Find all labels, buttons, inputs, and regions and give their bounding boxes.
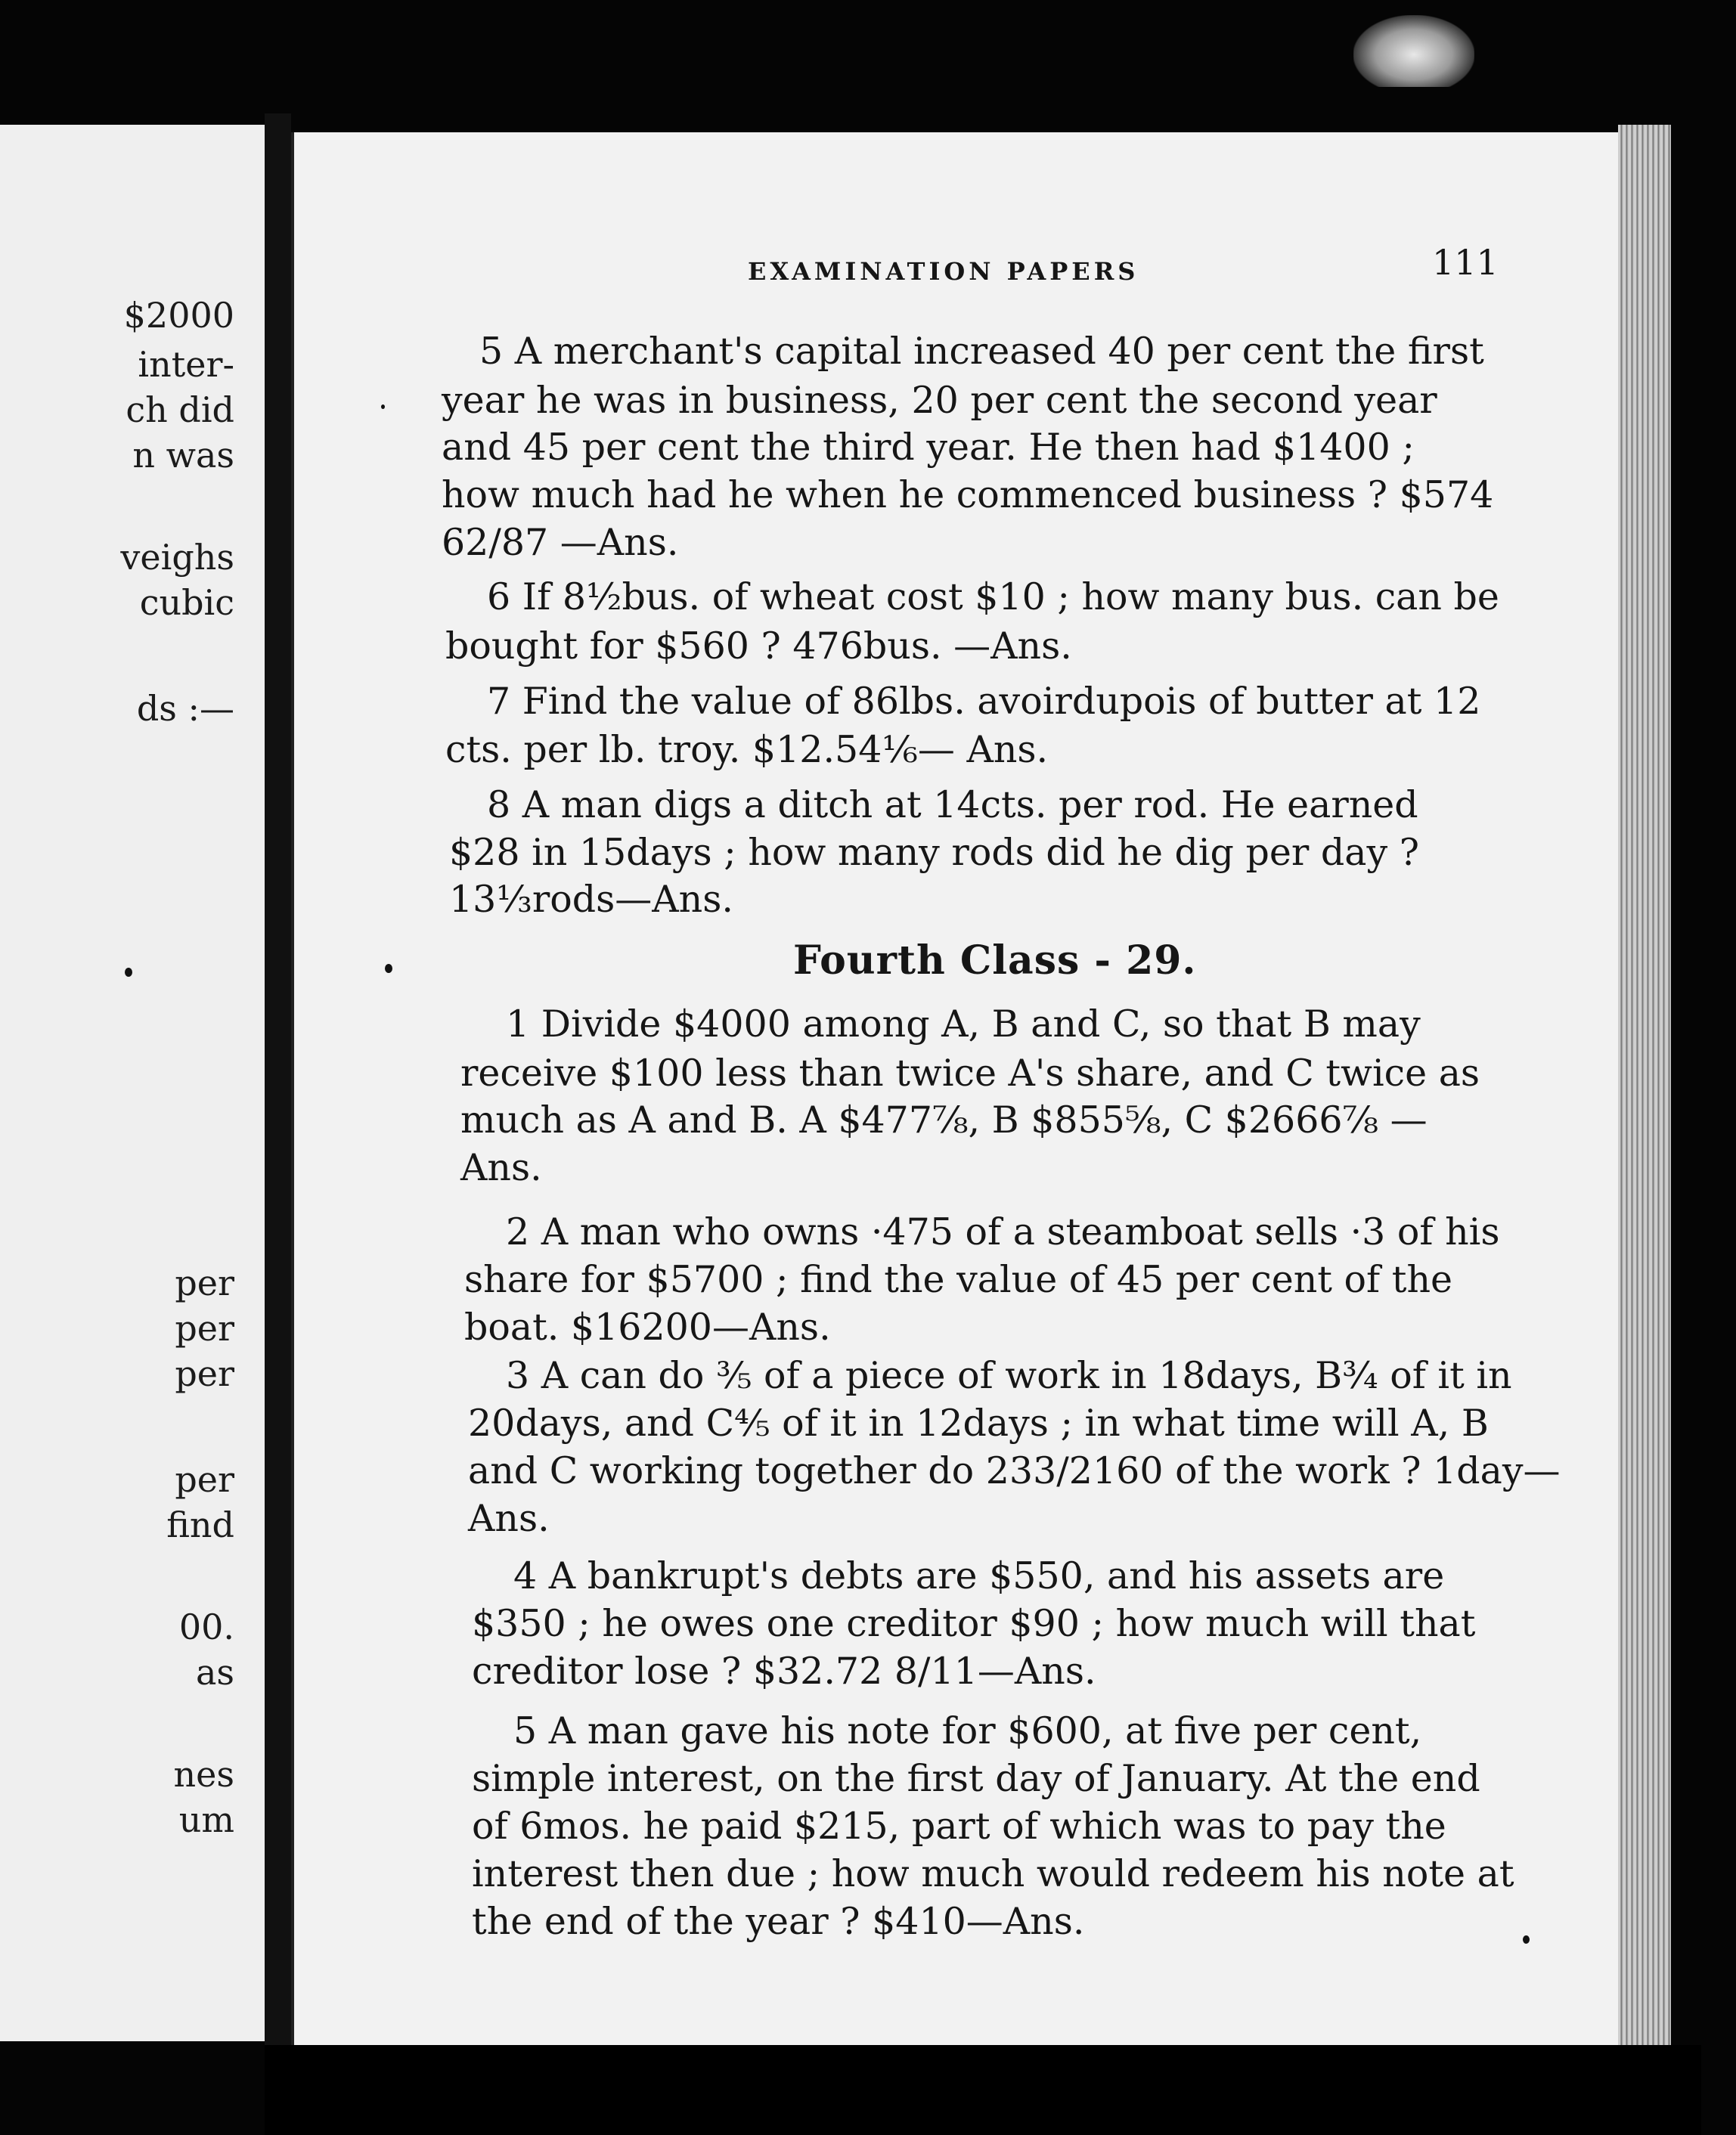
text-line: 6 If 8½bus. of wheat cost $10 ; how many bus. can be <box>487 575 1499 618</box>
left-fragment: $2000 <box>123 295 234 336</box>
text-line: 3 A can do ⅗ of a piece of work in 18days, B¾ of it in <box>506 1354 1512 1397</box>
left-fragment: ds :— <box>136 688 234 729</box>
left-fragment: per <box>175 1459 234 1500</box>
ink-speck <box>381 404 385 409</box>
right-page <box>291 132 1651 2053</box>
left-fragment: 00. <box>178 1607 234 1647</box>
text-line: Ans. <box>468 1497 550 1540</box>
text-line: how much had he when he commenced business ? $574 <box>442 473 1494 516</box>
left-fragment: n was <box>132 435 234 476</box>
text-line: simple interest, on the first day of January. At the end <box>472 1757 1480 1800</box>
left-fragment: inter- <box>138 344 234 385</box>
photo-artifact <box>1353 15 1474 87</box>
book-gutter <box>265 113 291 2049</box>
left-fragment: per <box>175 1308 234 1349</box>
left-fragment: veighs <box>120 537 234 578</box>
left-fragment: find <box>166 1504 234 1545</box>
text-line: 20days, and C⅘ of it in 12days ; in what time will A, B <box>468 1402 1489 1445</box>
text-line: and C working together do 233/2160 of the work ? 1day— <box>468 1449 1561 1492</box>
text-line: 7 Find the value of 86lbs. avoirdupois of butter at 12 <box>487 680 1481 723</box>
text-line: creditor lose ? $32.72 8/11—Ans. <box>472 1650 1096 1693</box>
left-fragment: per <box>175 1263 234 1303</box>
text-line: Ans. <box>460 1146 542 1189</box>
text-line: 2 A man who owns ·475 of a steamboat sells ·3 of his <box>506 1210 1500 1253</box>
text-line: 8 A man digs a ditch at 14cts. per rod. He earned <box>487 783 1418 826</box>
running-head: EXAMINATION PAPERS <box>748 257 1139 286</box>
text-line: $350 ; he owes one creditor $90 ; how much will that <box>472 1602 1476 1645</box>
ink-speck <box>125 968 132 977</box>
bottom-shadow <box>265 2045 1701 2135</box>
ink-speck <box>385 964 392 973</box>
text-line: cts. per lb. troy. $12.54⅙— Ans. <box>445 728 1049 771</box>
text-line: $28 in 15days ; how many rods did he dig per day ? <box>449 831 1419 874</box>
text-line: 5 A man gave his note for $600, at five per cent, <box>513 1709 1422 1752</box>
page-text <box>294 132 1651 2053</box>
text-line: 5 A merchant's capital increased 40 per cent the first <box>479 330 1484 373</box>
page-number: 111 <box>1432 242 1499 283</box>
left-fragment: um <box>178 1799 234 1840</box>
left-fragment: per <box>175 1353 234 1394</box>
text-line: receive $100 less than twice A's share, and C twice as <box>460 1052 1480 1095</box>
ink-speck <box>1523 1935 1530 1944</box>
text-line: 4 A bankrupt's debts are $550, and his assets are <box>513 1554 1445 1597</box>
text-line: year he was in business, 20 per cent the second year <box>442 379 1437 422</box>
text-line: the end of the year ? $410—Ans. <box>472 1900 1085 1943</box>
text-line: boat. $16200—Ans. <box>464 1306 831 1349</box>
left-fragment: as <box>195 1652 234 1693</box>
text-line: of 6mos. he paid $215, part of which was to pay the <box>472 1805 1446 1848</box>
left-fragment: nes <box>173 1754 234 1795</box>
left-fragment: ch did <box>126 389 234 430</box>
left-page <box>0 125 272 2041</box>
section-heading: Fourth Class - 29. <box>793 937 1197 984</box>
text-line: 62/87 —Ans. <box>442 521 679 564</box>
left-fragment: cubic <box>139 582 234 623</box>
text-line: 13⅓rods—Ans. <box>449 878 733 921</box>
text-line: 1 Divide $4000 among A, B and C, so that B may <box>506 1002 1421 1046</box>
text-line: bought for $560 ? 476bus. —Ans. <box>445 624 1072 668</box>
text-line: interest then due ; how much would redeem his note at <box>472 1852 1514 1895</box>
text-line: much as A and B. A $477⅞, B $855⅝, C $2666⅞ — <box>460 1098 1428 1142</box>
text-line: and 45 per cent the third year. He then had $1400 ; <box>442 426 1415 469</box>
text-line: share for $5700 ; find the value of 45 per cent of the <box>464 1258 1453 1301</box>
stacked-page-edges <box>1618 125 1671 2060</box>
